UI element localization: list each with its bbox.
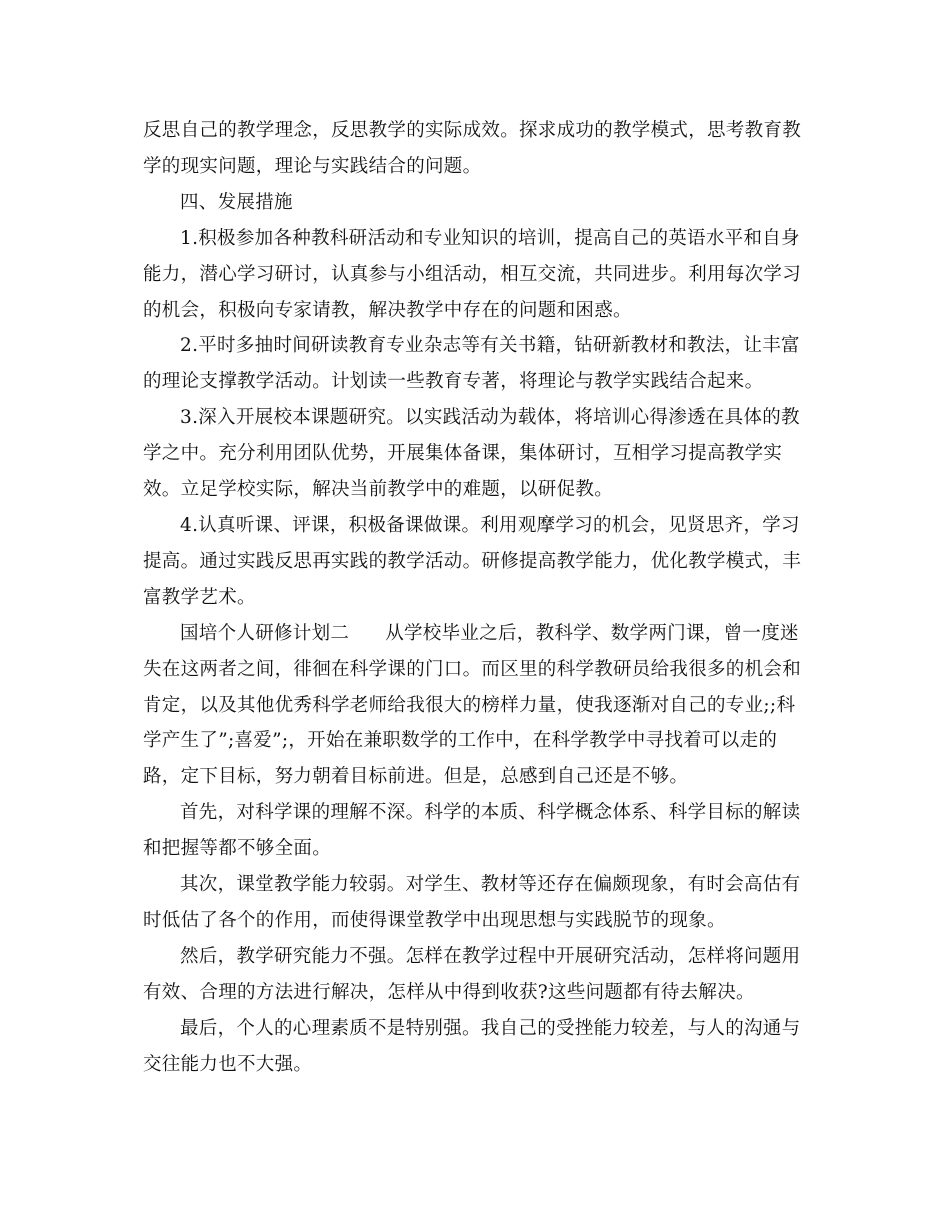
paragraph-measure-4: 4.认真听课、评课，积极备课做课。利用观摩学习的机会，见贤思齐，学习提高。通过实践反思再实践的教学活动。研修提高教学能力，优化教学模式，丰富教学艺术。 [143, 514, 802, 608]
paragraph-measure-1: 1.积极参加各种教科研活动和专业知识的培训，提高自己的英语水平和自身能力，潜心学习研讨，认真参与小组活动，相互交流，共同进步。利用每次学习的机会，积极向专家请教，解决教学中存在的问题和困惑。 [143, 227, 802, 321]
plan-two-heading: 国培个人研修计划二 [180, 622, 350, 644]
paragraph-reflection: 反思自己的教学理念，反思教学的实际成效。探求成功的教学模式，思考教育教学的现实问题，理论与实践结合的问题。 [143, 120, 802, 177]
section-heading-measures: 四、发展措施 [180, 191, 293, 213]
paragraph-second: 其次，课堂教学能力较弱。对学生、教材等还存在偏颇现象，有时会高估有时低估了各个的作用，而使得课堂教学中出现思想与实践脱节的现象。 [143, 874, 801, 931]
paragraph-measure-3: 3.深入开展校本课题研究。以实践活动为载体，将培训心得渗透在具体的教学之中。充分利用团队优势，开展集体备课，集体研讨，互相学习提高教学实效。立足学校实际，解决当前教学中的难题，以研促教。 [143, 407, 800, 501]
paragraph-measure-2: 2.平时多抽时间研读教育专业杂志等有关书籍，钻研新教材和教法，让丰富的理论支撑教学活动。计划读一些教育专著，将理论与教学实践结合起来。 [143, 335, 800, 393]
plan-two-intro: 从学校毕业之后，教科学、数学两门课，曾一度迷失在这两者之间，徘徊在科学课的门口。而区里的科学教研员给我很多的机会和肯定，以及其他优秀科学老师给我很大的榜样力量，使我逐渐对自己的专业;;科学产生了”;喜爱”;，开始在兼职数学的工作中，在科学教学中寻找着可以走的路，定下目标，努力朝着目标前进。但是，总感到自己还是不够。 [143, 622, 802, 788]
paragraph-then: 然后，教学研究能力不强。怎样在教学过程中开展研究活动，怎样将问题用有效、合理的方法进行解决，怎样从中得到收获?这些问题都有待去解决。 [143, 945, 801, 1003]
paragraph-first: 首先，对科学课的理解不深。科学的本质、科学概念体系、科学目标的解读和把握等都不够全面。 [143, 802, 801, 860]
paragraph-finally: 最后，个人的心理素质不是特别强。我自己的受挫能力较差，与人的沟通与交往能力也不大强。 [143, 1017, 801, 1075]
paragraph-plan-two [143, 616, 813, 796]
document-body [143, 113, 813, 1082]
